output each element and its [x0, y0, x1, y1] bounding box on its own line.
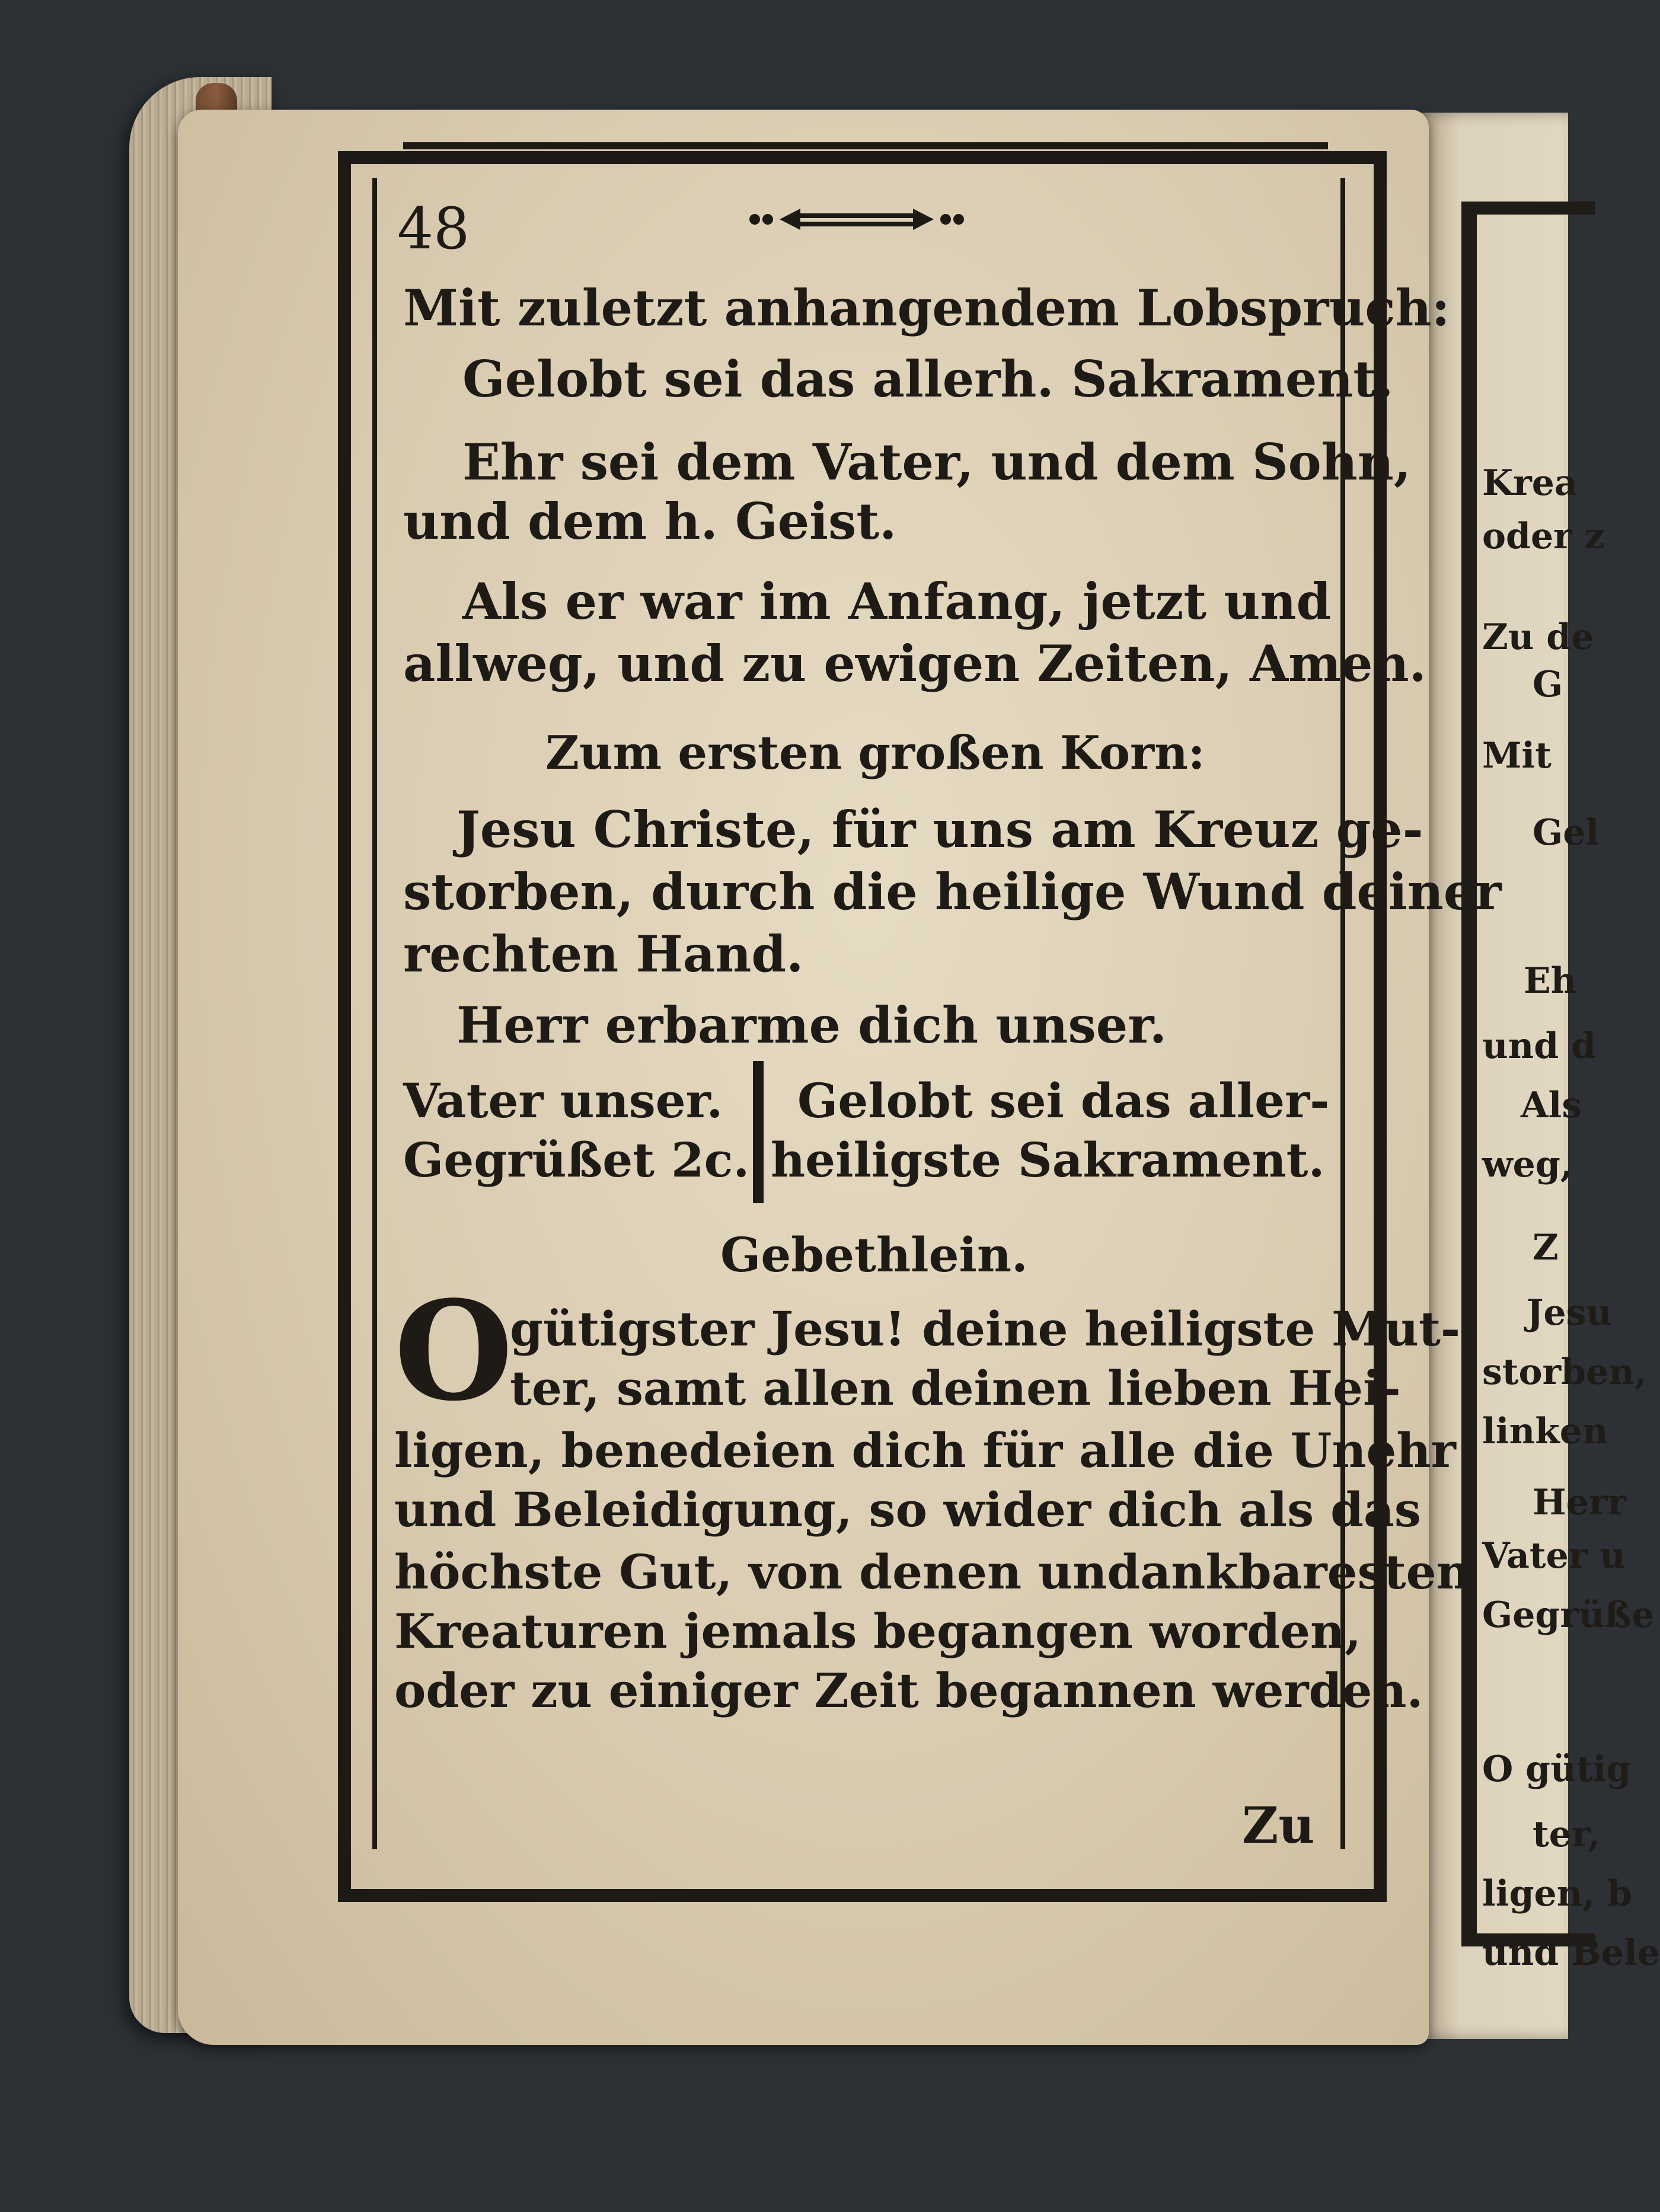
prayer-line: ter, samt allen deinen lieben Hei-: [510, 1360, 1401, 1416]
facing-line: Gel: [1533, 812, 1600, 854]
facing-page: [1414, 113, 1660, 2039]
text-line: Ehr sei dem Vater, und dem Sohn,: [462, 433, 1412, 491]
prayer-line: Kreaturen jemals begangen worden,: [394, 1603, 1362, 1659]
facing-line: storben,: [1482, 1351, 1647, 1393]
facing-line: und Bele: [1482, 1932, 1660, 1974]
text-line: storben, durch die heilige Wund deiner: [403, 862, 1502, 921]
facing-line: ligen, b: [1482, 1873, 1633, 1914]
prayer-line: gütigster Jesu! deine heiligste Mut-: [510, 1301, 1461, 1357]
facing-line: Krea: [1482, 462, 1578, 504]
column-left-line: Gegrüßet 2c.: [403, 1132, 750, 1188]
facing-line: Mit: [1482, 735, 1552, 776]
text-line: Gelobt sei das allerh. Sakrament.: [462, 350, 1394, 408]
facing-line: Z: [1533, 1227, 1559, 1268]
prayer-line: und Beleidigung, so wider dich als das: [394, 1482, 1421, 1537]
prayer-heading: Gebethlein.: [720, 1227, 1028, 1283]
facing-line: O gütig: [1482, 1748, 1632, 1790]
column-right-line: Gelobt sei das aller-: [797, 1073, 1330, 1129]
prayer-line: oder zu einiger Zeit begannen werden.: [394, 1663, 1423, 1718]
section-heading: Zum ersten großen Korn:: [545, 726, 1205, 780]
top-rule: [403, 142, 1328, 161]
text-line: rechten Hand.: [403, 925, 804, 983]
facing-line: G: [1533, 664, 1563, 705]
header-ornament: [744, 202, 969, 237]
text-line: Als er war im Anfang, jetzt und: [462, 572, 1332, 631]
text-line: Mit zuletzt anhangendem Lobspruch:: [403, 279, 1450, 337]
facing-line: Eh: [1524, 960, 1577, 1002]
drop-cap: O: [394, 1271, 513, 1431]
catchword: Zu: [1242, 1796, 1315, 1855]
column-left-line: Vater unser.: [403, 1073, 723, 1129]
column-divider: [753, 1061, 764, 1203]
facing-line: ter,: [1533, 1814, 1601, 1855]
facing-line: weg,: [1482, 1144, 1573, 1185]
facing-line: Zu de: [1482, 616, 1594, 658]
facing-line: Vater u: [1482, 1535, 1626, 1577]
facing-line: Jesu: [1527, 1292, 1612, 1334]
page-number: 48: [397, 196, 470, 262]
text-line: und dem h. Geist.: [403, 492, 897, 551]
facing-line: oder z: [1482, 516, 1605, 557]
column-right-line: heiligste Sakrament.: [771, 1132, 1325, 1188]
facing-line: linken: [1482, 1411, 1608, 1452]
facing-line: Gegrüße: [1482, 1594, 1655, 1636]
facing-line: Herr: [1533, 1482, 1627, 1523]
text-line: Herr erbarme dich unser.: [456, 996, 1167, 1054]
facing-line: und d: [1482, 1025, 1597, 1067]
prayer-line: ligen, benedeien dich für alle die Unehr: [394, 1423, 1456, 1478]
text-line: Jesu Christe, für uns am Kreuz ge-: [456, 800, 1423, 859]
facing-line: Als: [1521, 1085, 1582, 1126]
prayer-line: höchste Gut, von denen undankbaresten: [394, 1544, 1471, 1600]
text-line: allweg, und zu ewigen Zeiten, Amen.: [403, 634, 1426, 693]
